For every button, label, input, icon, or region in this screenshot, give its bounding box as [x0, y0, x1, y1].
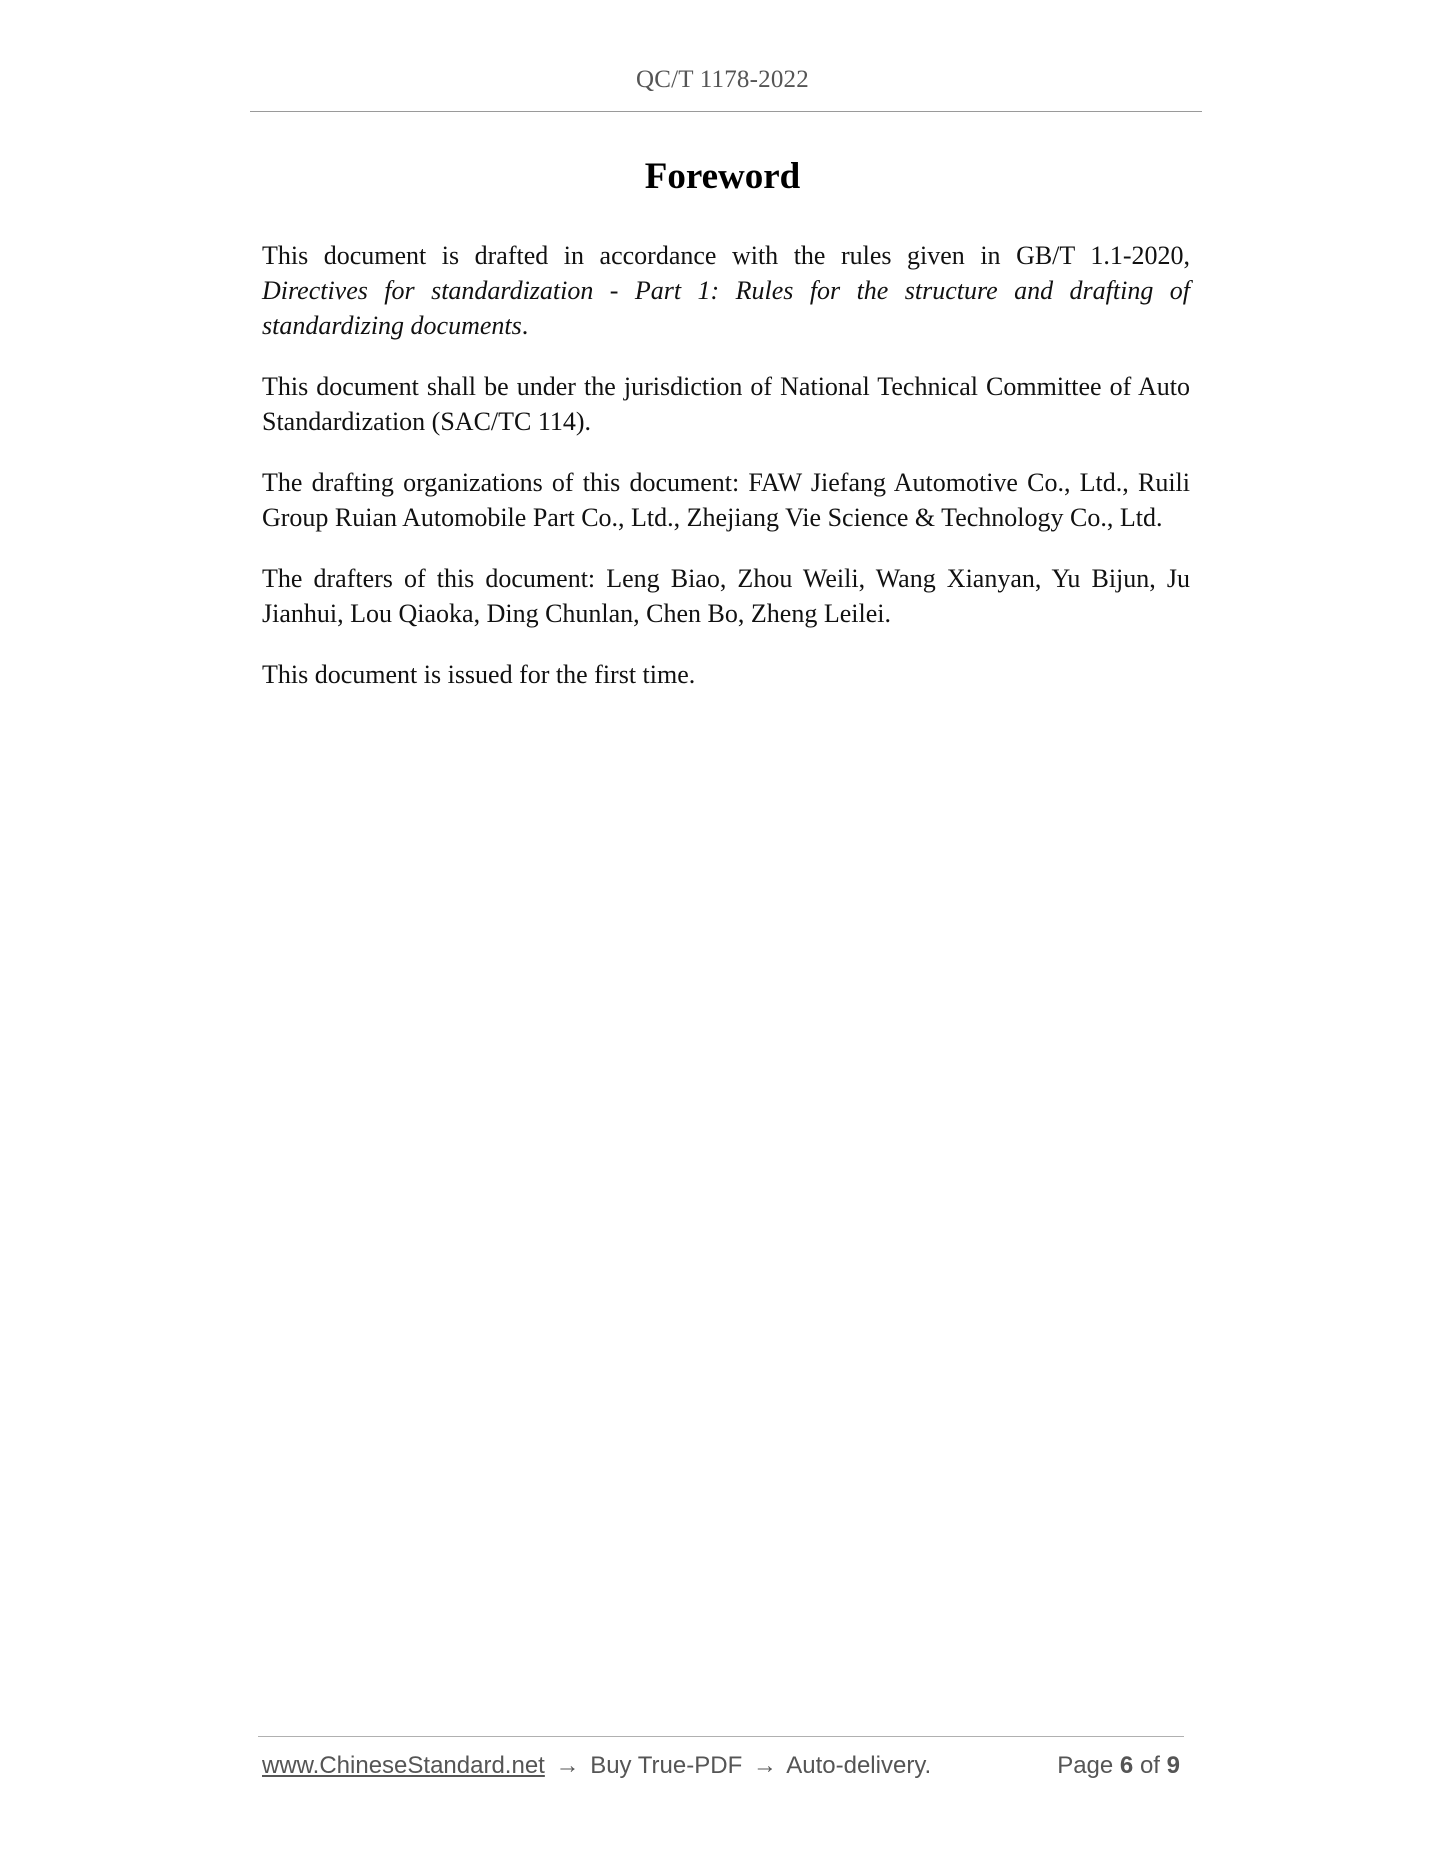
footer-promo: [262, 1752, 931, 1780]
auto-delivery-text: Auto-delivery.: [786, 1752, 932, 1779]
buy-true-pdf-text: Buy True-PDF: [590, 1752, 743, 1779]
document-body: [262, 238, 1190, 718]
paragraph-jurisdiction: This document shall be under the jurisdiction of National Technical Committee of Auto Standardization (SAC/TC 114).: [262, 372, 1190, 436]
page-label: Page: [1057, 1752, 1114, 1779]
website-link[interactable]: www.ChineseStandard.net: [262, 1752, 545, 1779]
paragraph-drafting-rules-tail: .: [521, 311, 529, 340]
document-code-header: QC/T 1178-2022: [636, 66, 809, 93]
page-of-label: of: [1139, 1752, 1160, 1779]
paragraph-drafting-rules-lead: This document is drafted in accordance with the rules given in GB/T 1.1-2020,: [262, 241, 1190, 270]
footer-divider: [258, 1736, 1184, 1737]
arrow-right-icon: →: [752, 1752, 777, 1779]
header-divider: [250, 111, 1202, 112]
page-title: Foreword: [644, 156, 801, 197]
paragraph-drafting-organizations: The drafting organizations of this document: FAW Jiefang Automotive Co., Ltd., Ruili Group Ruian Automobile Part Co., Ltd., Zhejiang Vie Science & Technology Co., Ltd.: [262, 468, 1190, 532]
paragraph-first-issue: This document is issued for the first time.: [262, 660, 696, 689]
page-footer: [262, 1752, 1180, 1788]
paragraph-drafting-rules: [262, 238, 1190, 343]
arrow-right-icon: →: [555, 1752, 580, 1779]
page-number: [1057, 1752, 1180, 1780]
directives-title-italic: Directives for standardization - Part 1: Rules for the structure and drafting of standardizing documents: [262, 276, 1190, 340]
paragraph-drafters: The drafters of this document: Leng Biao, Zhou Weili, Wang Xianyan, Yu Bijun, Ju Jianhui, Lou Qiaoka, Ding Chunlan, Chen Bo, Zheng Leilei.: [262, 564, 1190, 628]
page-total: 9: [1166, 1752, 1180, 1779]
page-current: 6: [1119, 1752, 1134, 1779]
